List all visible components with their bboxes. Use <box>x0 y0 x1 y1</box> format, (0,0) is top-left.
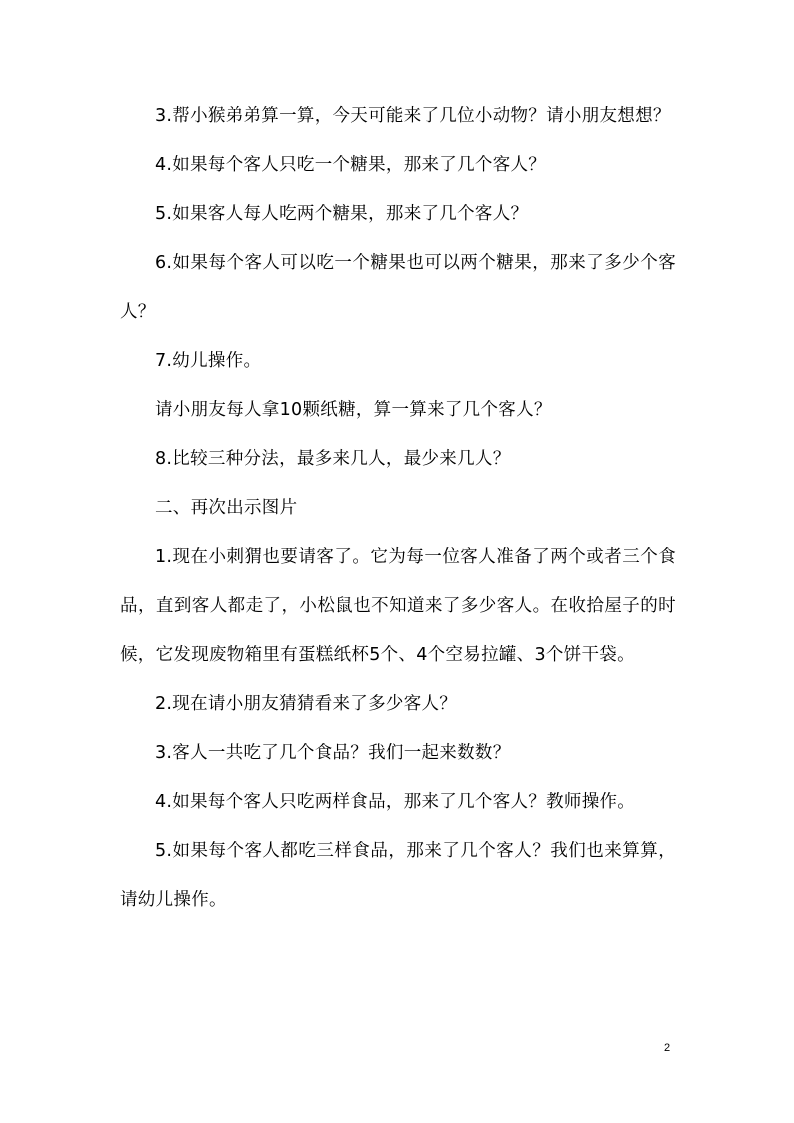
paragraph-step-5: 5.如果客人每人吃两个糖果，那来了几个客人？ <box>155 204 529 224</box>
paragraph-section2-step-2: 2.现在请小朋友猜猜看来了多少客人？ <box>155 694 458 714</box>
paragraph-instruction: 请小朋友每人拿10颗纸糖，算一算来了几个客人？ <box>155 400 552 420</box>
paragraph-step-6: 6.如果每个客人可以吃一个糖果也可以两个糖果，那来了多少个客人？ <box>120 253 676 322</box>
paragraph-step-4: 4.如果每个客人只吃一个糖果，那来了几个客人？ <box>155 155 547 175</box>
paragraph-step-7: 7.幼儿操作。 <box>155 351 262 371</box>
paragraph-step-8: 8.比较三种分法，最多来几人，最少来几人？ <box>155 449 511 469</box>
page-number: 2 <box>664 1042 671 1054</box>
paragraph-section2-step-3: 3.客人一共吃了几个食品？我们一起来数数？ <box>155 743 511 763</box>
paragraph-section2-step-4: 4.如果每个客人只吃两样食品，那来了几个客人？教师操作。 <box>155 792 636 812</box>
paragraph-section2-step-1: 1.现在小刺猬也要请客了。它为每一位客人准备了两个或者三个食品，直到客人都走了，小松鼠也不知道来了多少客人。在收拾屋子的时候，它发现废物箱里有蛋糕纸杯5个、4个空易拉罐、3个饼干袋。 <box>120 547 676 665</box>
paragraph-step-3: 3.帮小猴弟弟算一算，今天可能来了几位小动物？请小朋友想想？ <box>155 106 671 126</box>
document-body <box>120 92 676 925</box>
section-heading: 二、再次出示图片 <box>155 498 298 518</box>
paragraph-section2-step-5: 5.如果每个客人都吃三样食品，那来了几个客人？我们也来算算，请幼儿操作。 <box>120 841 676 910</box>
